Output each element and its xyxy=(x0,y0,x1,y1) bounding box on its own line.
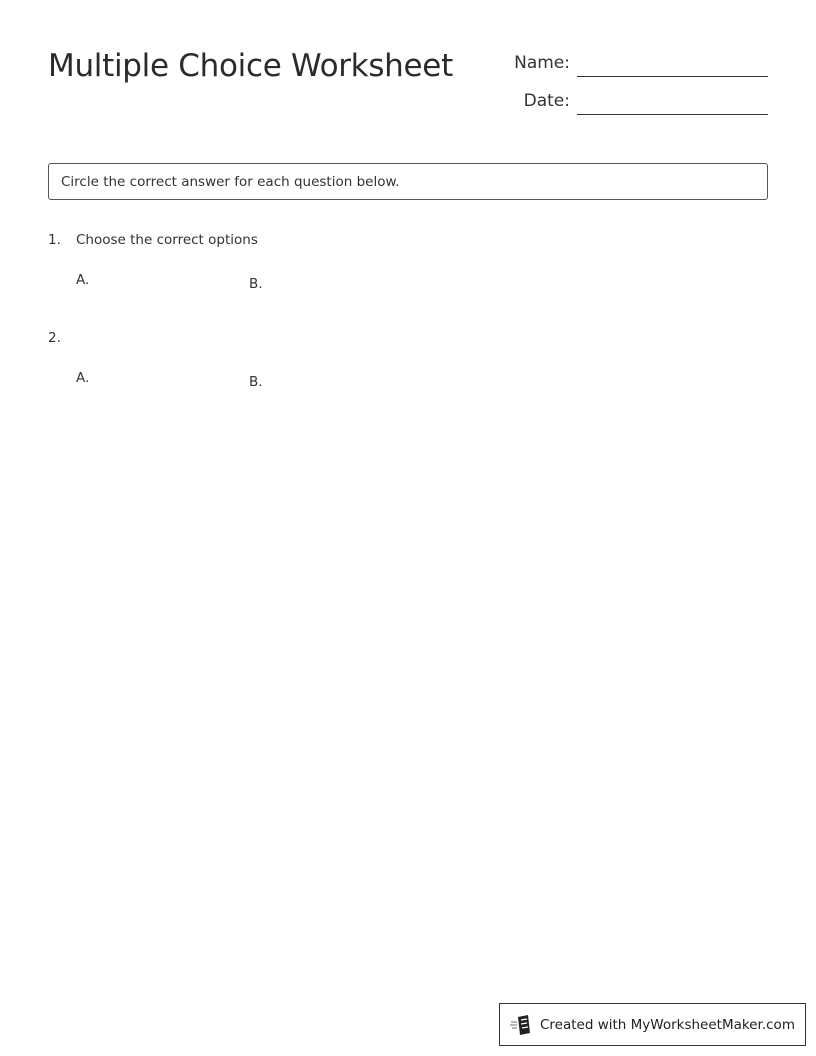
question-text: Choose the correct options xyxy=(76,232,258,248)
question-number: 2. xyxy=(48,330,61,346)
option-a[interactable]: A. xyxy=(76,370,90,386)
page-title: Multiple Choice Worksheet xyxy=(48,48,453,84)
question-number: 1. xyxy=(48,232,61,248)
date-label: Date: xyxy=(523,91,570,111)
option-b[interactable]: B. xyxy=(249,374,263,390)
instructions-box: Circle the correct answer for each question below. xyxy=(48,163,768,200)
date-field-line[interactable] xyxy=(577,114,768,115)
name-field-line[interactable] xyxy=(577,76,768,77)
option-a[interactable]: A. xyxy=(76,272,90,288)
footer-text: Created with MyWorksheetMaker.com xyxy=(540,1016,795,1033)
name-label: Name: xyxy=(514,53,570,73)
option-b[interactable]: B. xyxy=(249,276,263,292)
footer-badge[interactable] xyxy=(499,1003,806,1046)
worksheet-maker-logo-icon xyxy=(510,1014,532,1036)
